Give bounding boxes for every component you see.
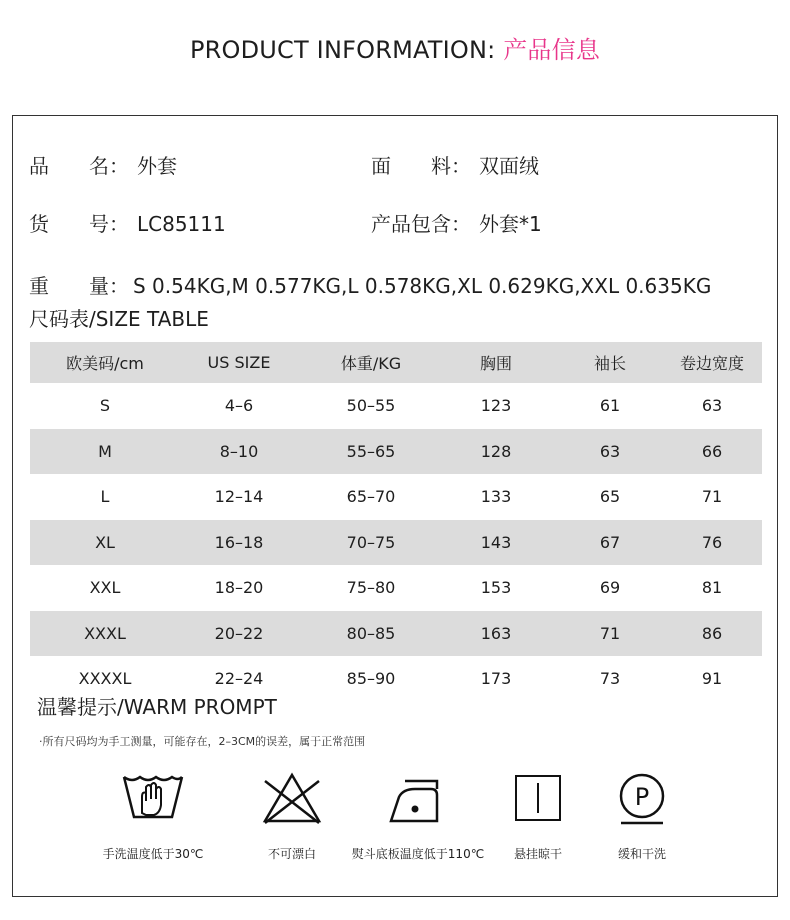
iron-low-icon [385,771,451,827]
info-weight-label: 重 量 [29,274,109,298]
size-table-cell: 128 [480,441,512,461]
info-fabric-label: 面 料 [371,154,451,178]
size-table-cell: 8–10 [219,441,259,461]
size-table-cell: 55–65 [346,441,396,461]
size-table [30,342,762,702]
size-table-cell: 163 [480,623,512,643]
size-table-cell: L [100,487,110,507]
info-weight-value: S 0.54KG,M 0.577KG,L 0.578KG,XL 0.629KG,XXL 0.635KG [133,274,712,298]
no-bleach-icon [259,771,325,827]
info-package: 产品包含： 外套*1 [371,208,542,237]
header-title-en: PRODUCT INFORMATION: [189,36,504,64]
size-table-cell: M [98,441,112,461]
info-item-label: 货 号 [29,212,109,236]
size-table-row [30,611,762,657]
size-table-cell: 71 [701,487,723,507]
care-label: 手洗温度低于30℃ [102,847,204,861]
product-info-frame [12,115,778,897]
size-table-cell: 61 [599,396,621,416]
info-weight: 重 量： S 0.54KG,M 0.577KG,L 0.578KG,XL 0.629KG,XXL 0.635KG [29,270,711,299]
size-table-cell: 153 [480,578,512,598]
svg-text:P: P [634,783,650,811]
size-table-cell: 67 [599,532,621,552]
size-table-header-cell: 欧美码/cm [66,354,144,373]
size-table-cell: 143 [480,532,512,552]
header-title-cn: 产品信息 [503,36,601,64]
size-table-row [30,383,762,429]
size-table-cell: 12–14 [214,487,264,507]
size-table-header-row [30,342,762,383]
size-table-cell: 133 [480,487,512,507]
size-table-cell: 173 [480,669,512,689]
size-table-cell: 73 [599,669,621,689]
size-table-cell: 81 [701,578,723,598]
hand-wash-icon [120,771,186,827]
size-table-cell: 71 [599,623,621,643]
size-table-cell: 85–90 [346,669,396,689]
size-table-header-cell: US SIZE [207,353,271,372]
size-table-cell: 91 [701,669,723,689]
size-table-header-cell: 体重/KG [340,354,402,373]
info-item-value: LC85111 [137,212,226,236]
size-table-cell: 86 [701,623,723,643]
line-dry-icon [505,771,571,827]
size-table-header-cell: 胸围 [479,354,512,373]
size-table-cell: 65 [599,487,621,507]
info-name: 品 名： 外套 [29,150,177,179]
size-table-cell: 123 [480,396,512,416]
size-table-row [30,429,762,475]
size-table-cell: 80–85 [346,623,396,643]
info-item-number: 货 号： LC85111 [29,208,226,237]
info-package-label: 产品包含 [371,212,451,236]
care-item-hand-wash [78,771,228,862]
size-table-title: 尺码表/SIZE TABLE [29,307,209,331]
size-table-cell: 63 [701,396,723,416]
page-header [0,30,790,65]
size-table-cell: XL [95,532,115,552]
info-fabric: 面 料： 双面绒 [371,150,539,179]
size-table-cell: 16–18 [214,532,264,552]
info-package-value: 外套*1 [479,212,542,236]
measurement-note: ·所有尺码均为手工测量，可能存在，2–3CM的误差，属于正常范围 [39,735,366,748]
size-table-cell: 18–20 [214,578,264,598]
info-name-label: 品 名 [29,154,109,178]
size-table-cell: 76 [701,532,723,552]
info-name-value: 外套 [137,154,177,178]
size-table-cell: 20–22 [214,623,264,643]
care-label: 不可漂白 [267,847,316,861]
size-table-cell: 66 [701,441,723,461]
size-table-cell: 4–6 [224,396,254,416]
size-table-cell: 75–80 [346,578,396,598]
care-item-dry-clean [567,771,717,862]
size-table-cell: XXXXL [78,669,132,689]
care-label: 悬挂晾干 [513,847,562,861]
size-table-row [30,520,762,566]
size-table-cell: XXL [89,578,121,598]
size-table-header-cell: 袖长 [593,354,626,373]
info-fabric-value: 双面绒 [479,154,539,178]
size-table-cell: 22–24 [214,669,264,689]
warm-prompt-title: 温馨提示/WARM PROMPT [37,695,277,719]
size-table-cell: 69 [599,578,621,598]
size-table-cell: 50–55 [346,396,396,416]
size-table-row [30,474,762,520]
size-table-cell: XXXL [84,623,126,643]
care-label: 缓和干洗 [617,847,666,861]
size-table-header-cell: 卷边宽度 [679,354,744,373]
size-table-row [30,565,762,611]
size-table-cell: S [99,396,111,416]
size-table-cell: 63 [599,441,621,461]
size-table-cell: 65–70 [346,487,396,507]
care-label: 熨斗底板温度低于110℃ [351,847,485,861]
size-table-cell: 70–75 [346,532,396,552]
gentle-dry-clean-icon [609,771,675,827]
